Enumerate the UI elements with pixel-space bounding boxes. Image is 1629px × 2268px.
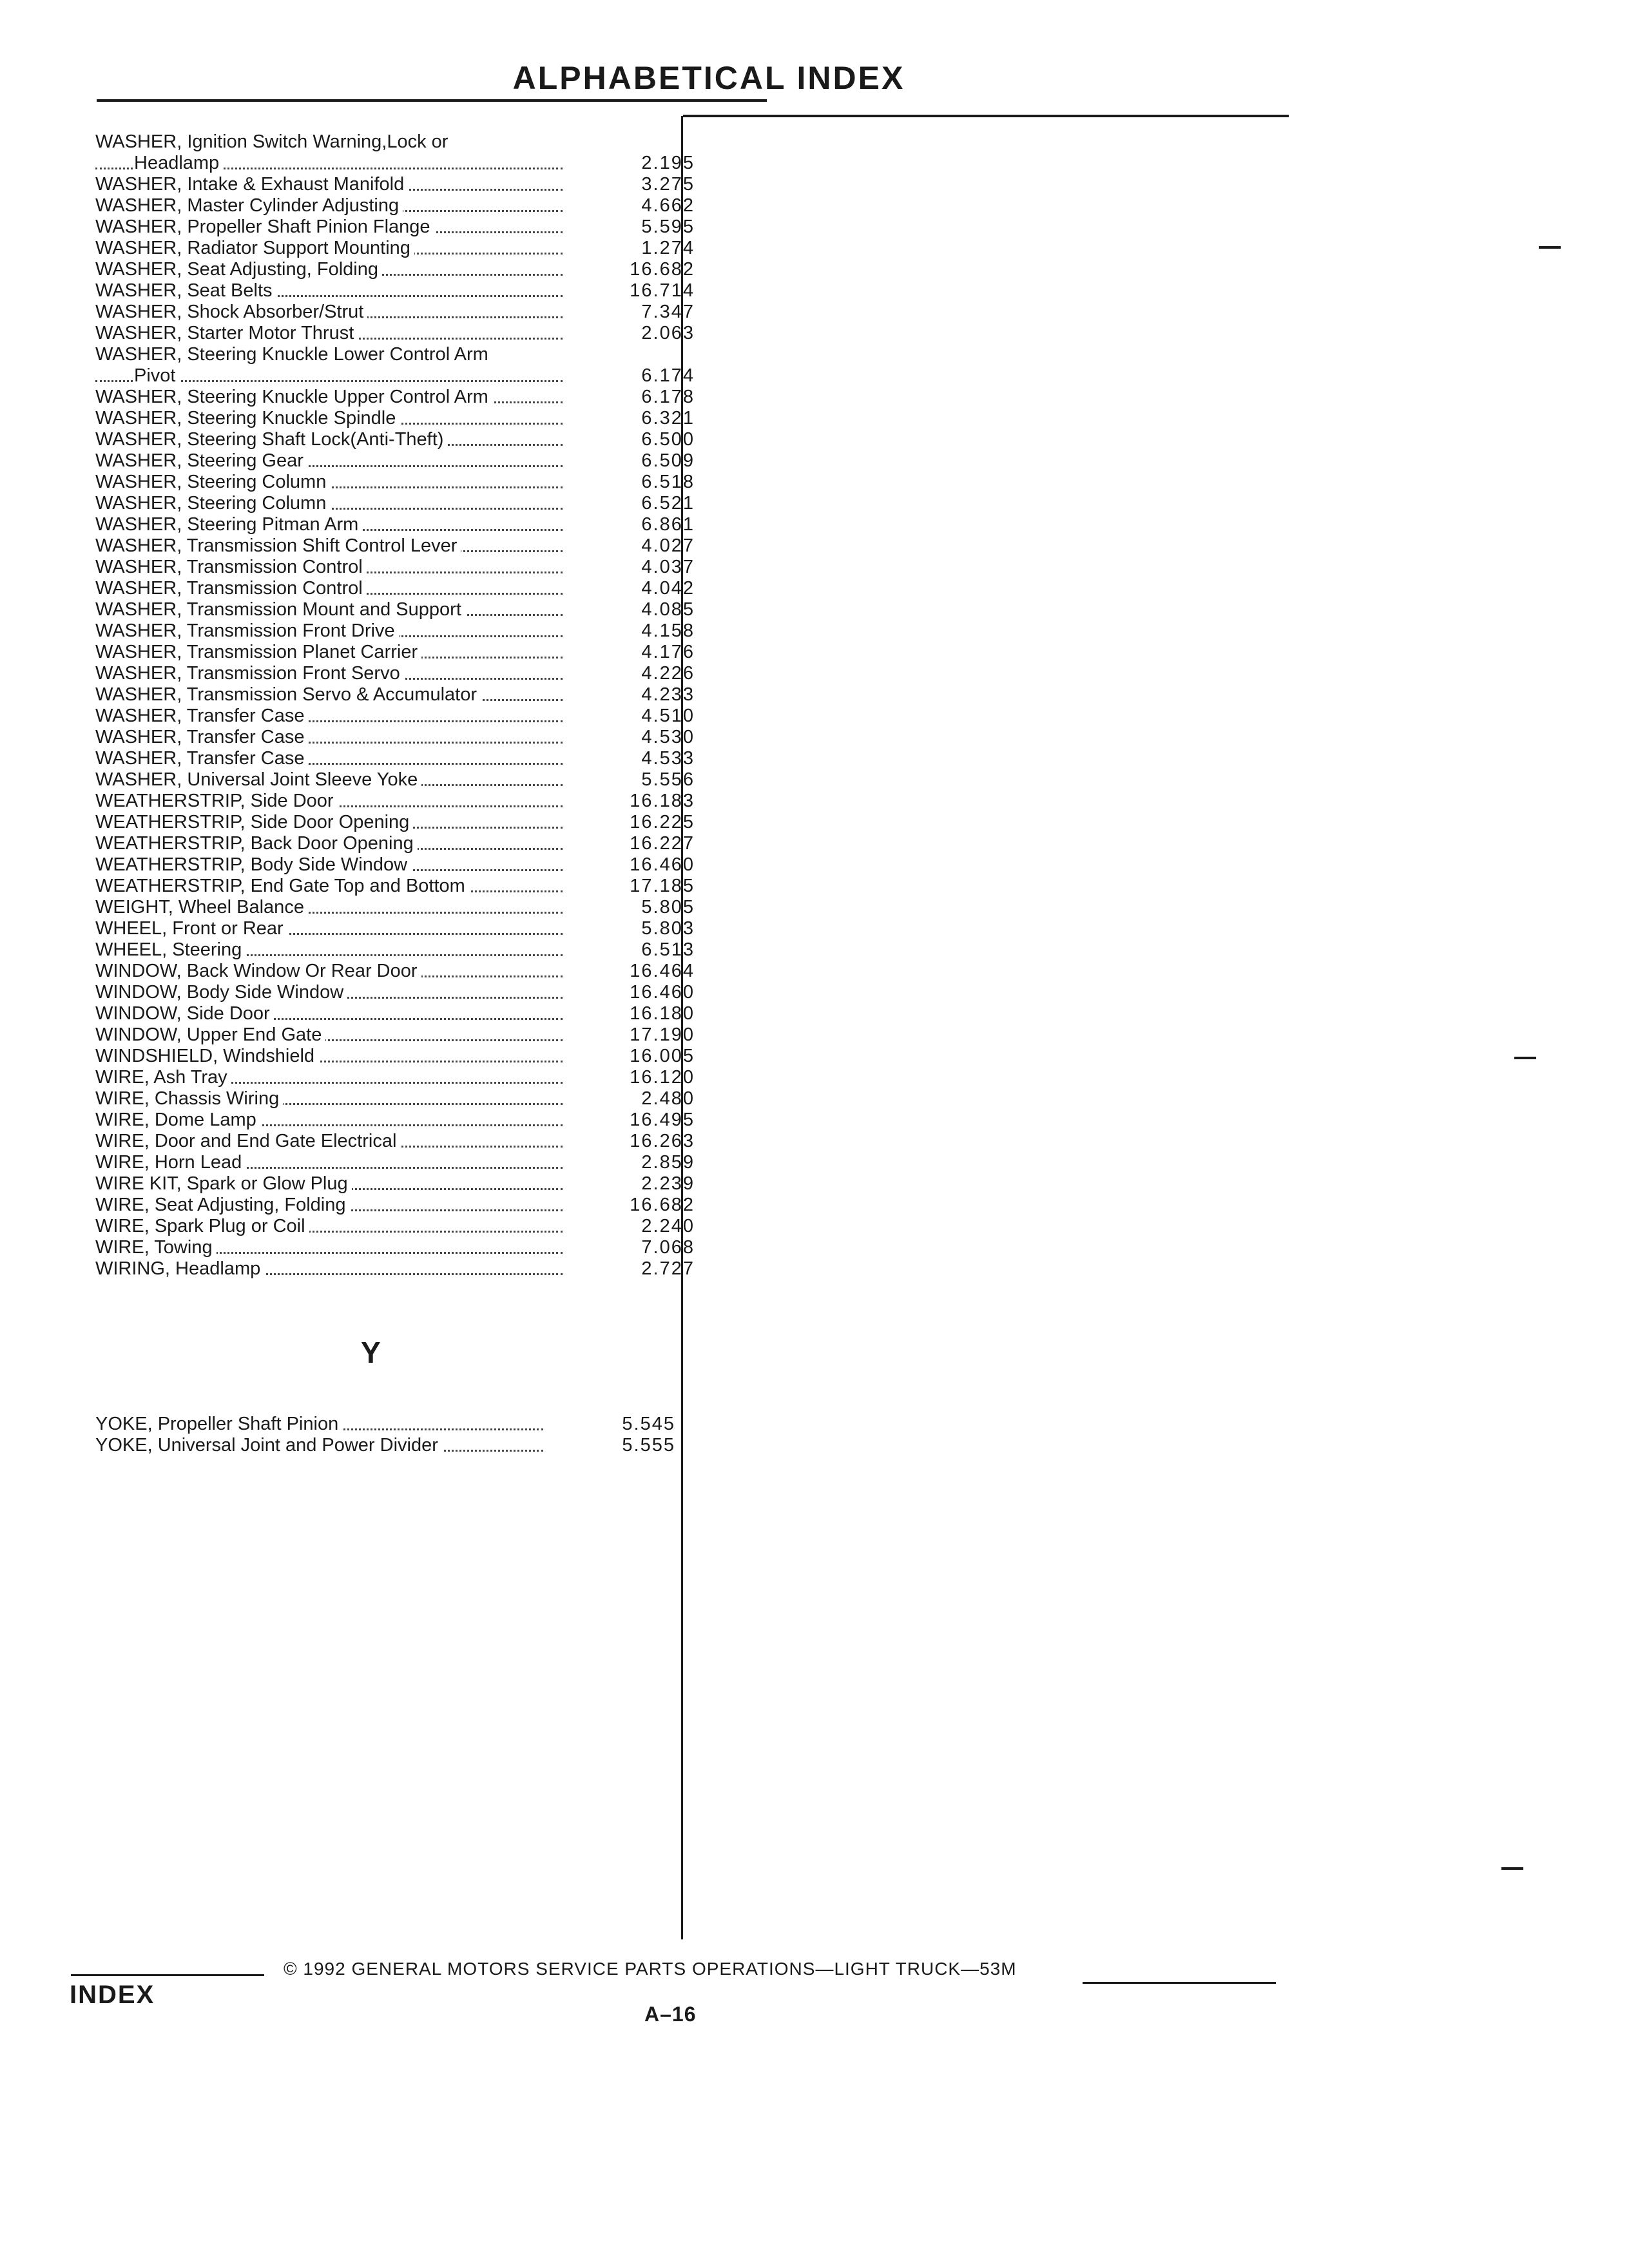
index-entry: [95, 982, 695, 1003]
entry-page-ref: 17.185: [630, 876, 695, 896]
entry-description: WASHER, Intake & Exhaust Manifold: [95, 174, 408, 195]
entry-description: WEATHERSTRIP, Side Door: [95, 791, 338, 812]
entry-page-ref: 6.500: [641, 429, 695, 450]
entry-description: WEATHERSTRIP, Back Door Opening: [95, 833, 418, 854]
index-entry: [95, 344, 695, 387]
entry-description: WASHER, Transmission Front Drive: [95, 620, 399, 642]
entry-page-ref: 16.495: [630, 1110, 695, 1130]
entry-page-ref: 2.239: [641, 1173, 695, 1194]
entry-description: WINDOW, Body Side Window: [95, 982, 347, 1003]
entry-description: WEATHERSTRIP, Body Side Window: [95, 854, 411, 876]
index-entry: [95, 280, 695, 302]
entry-page-ref: 2.859: [641, 1152, 695, 1173]
index-entry: [95, 216, 695, 238]
entry-description: WASHER, Transmission Control: [95, 578, 367, 599]
index-entry: [95, 918, 695, 939]
entry-page-ref: 6.321: [641, 408, 695, 428]
entry-page-ref: 4.530: [641, 727, 695, 747]
index-entry: [95, 1414, 675, 1435]
entry-description: WASHER, Radiator Support Mounting: [95, 238, 414, 259]
entry-page-ref: 6.521: [641, 493, 695, 514]
entry-description: WASHER, Steering Gear: [95, 450, 307, 472]
entry-description: WEATHERSTRIP, Side Door Opening: [95, 812, 413, 833]
index-entry: [95, 259, 695, 280]
index-entry: [95, 1046, 695, 1067]
header-rule-right: [683, 115, 1289, 117]
entry-page-ref: 7.068: [641, 1237, 695, 1258]
entry-page-ref: 16.263: [630, 1131, 695, 1151]
entry-page-ref: 16.120: [630, 1067, 695, 1088]
index-entry: [95, 238, 695, 259]
entry-page-ref: 4.226: [641, 663, 695, 684]
index-entry: [95, 1024, 695, 1046]
entry-description: WEIGHT, Wheel Balance: [95, 897, 308, 918]
entry-page-ref: 2.195: [641, 153, 695, 173]
index-entry: [95, 302, 695, 323]
entry-page-ref: 16.460: [630, 982, 695, 1003]
entry-page-ref: 2.727: [641, 1258, 695, 1279]
entry-description: WASHER, Transmission Servo & Accumulator: [95, 684, 481, 706]
entry-description: WIRE, Ash Tray: [95, 1067, 231, 1088]
index-entry: [95, 1237, 695, 1258]
index-entry: [95, 1258, 695, 1280]
footer-rule-right: [1083, 1982, 1276, 1984]
header-rule: [97, 99, 767, 102]
entry-description: WIRE, Towing: [95, 1237, 217, 1258]
entry-page-ref: 3.275: [641, 174, 695, 195]
index-entry: [95, 578, 695, 599]
margin-mark: [1514, 1057, 1536, 1059]
entry-page-ref: 4.662: [641, 195, 695, 216]
entry-description: WIRE, Chassis Wiring: [95, 1088, 283, 1110]
footer-page-number: A–16: [644, 2003, 697, 2026]
entry-description: WASHER, Steering Knuckle Spindle: [95, 408, 400, 429]
entry-page-ref: 16.714: [630, 280, 695, 301]
entry-page-ref: 16.464: [630, 961, 695, 981]
entry-page-ref: 16.005: [630, 1046, 695, 1066]
entry-page-ref: 5.805: [641, 897, 695, 918]
entry-description: WASHER, Transfer Case: [95, 748, 308, 769]
entry-description: WASHER, Seat Adjusting, Folding: [95, 259, 382, 280]
entry-description: WIRE, Door and End Gate Electrical: [95, 1131, 400, 1152]
entry-description: WIRE, Dome Lamp: [95, 1110, 260, 1131]
entry-description: WHEEL, Front or Rear: [95, 918, 287, 939]
entry-description: WASHER, Ignition Switch Warning,Lock or: [95, 131, 452, 153]
entry-page-ref: 16.183: [630, 791, 695, 811]
index-entry: [95, 854, 695, 876]
index-entry: [95, 408, 695, 429]
index-entry: [95, 1131, 695, 1152]
entry-page-ref: 5.545: [622, 1414, 675, 1434]
index-entry: [95, 174, 695, 195]
entry-page-ref: 5.555: [622, 1435, 675, 1456]
entry-description: WEATHERSTRIP, End Gate Top and Bottom: [95, 876, 469, 897]
margin-mark: [1501, 1867, 1523, 1870]
entry-description: WIRE, Spark Plug or Coil: [95, 1216, 309, 1237]
entry-page-ref: 4.510: [641, 706, 695, 726]
entry-description: YOKE, Universal Joint and Power Divider: [95, 1435, 442, 1456]
entry-description: WASHER, Transmission Front Servo: [95, 663, 404, 684]
index-entry: [95, 727, 695, 748]
entry-page-ref: 16.227: [630, 833, 695, 854]
entry-description: WASHER, Steering Column: [95, 493, 330, 514]
index-entry: [95, 1003, 695, 1024]
entry-page-ref: 6.518: [641, 472, 695, 492]
entry-page-ref: 4.233: [641, 684, 695, 705]
entry-description: WASHER, Master Cylinder Adjusting: [95, 195, 403, 216]
index-entry: [95, 897, 695, 918]
section-heading-y: Y: [361, 1336, 381, 1369]
index-entry: [95, 1435, 675, 1456]
entry-description: YOKE, Propeller Shaft Pinion: [95, 1414, 342, 1435]
entry-page-ref: 5.803: [641, 918, 695, 939]
entry-description: WASHER, Transmission Shift Control Lever: [95, 535, 461, 557]
entry-page-ref: 4.027: [641, 535, 695, 556]
entry-description: WASHER, Universal Joint Sleeve Yoke: [95, 769, 421, 791]
entry-page-ref: 16.682: [630, 1195, 695, 1215]
entry-page-ref: 17.190: [630, 1024, 695, 1045]
index-entry: [95, 1067, 695, 1088]
entry-description: WHEEL, Steering: [95, 939, 246, 961]
entry-description: WINDOW, Side Door: [95, 1003, 274, 1024]
margin-mark: [1539, 246, 1561, 249]
index-entry: [95, 748, 695, 769]
entry-page-ref: 6.861: [641, 514, 695, 535]
entry-page-ref: 4.176: [641, 642, 695, 662]
entry-page-ref: 6.178: [641, 387, 695, 407]
entry-description: WASHER, Transfer Case: [95, 727, 308, 748]
entry-page-ref: 16.225: [630, 812, 695, 832]
entry-page-ref: 6.174: [641, 365, 695, 386]
entry-page-ref: 4.037: [641, 557, 695, 577]
entry-page-ref: 6.513: [641, 939, 695, 960]
entry-description: WIRE, Horn Lead: [95, 1152, 246, 1173]
index-entry: [95, 472, 695, 493]
entry-page-ref: 2.063: [641, 323, 695, 343]
index-entry: [95, 450, 695, 472]
footer-section-label: INDEX: [70, 1981, 155, 2009]
index-entry: [95, 769, 695, 791]
index-entry: [95, 131, 695, 174]
entry-description: WASHER, Transmission Control: [95, 557, 367, 578]
index-entry: [95, 1216, 695, 1237]
entry-description: WASHER, Steering Column: [95, 472, 330, 493]
entry-description-continued: Headlamp: [134, 153, 223, 174]
entry-page-ref: 2.480: [641, 1088, 695, 1109]
entry-description: WASHER, Transmission Planet Carrier: [95, 642, 421, 663]
index-entry: [95, 323, 695, 344]
entry-description: WASHER, Transmission Mount and Support: [95, 599, 465, 620]
entry-description: WINDOW, Upper End Gate: [95, 1024, 325, 1046]
entry-page-ref: 16.460: [630, 854, 695, 875]
entry-description: WASHER, Steering Shaft Lock(Anti-Theft): [95, 429, 447, 450]
entry-description: WIRE KIT, Spark or Glow Plug: [95, 1173, 352, 1195]
index-entry: [95, 663, 695, 684]
index-entry: [95, 833, 695, 854]
index-entry: [95, 961, 695, 982]
footer-rule-left: [71, 1974, 264, 1976]
entry-description: WASHER, Steering Knuckle Lower Control Arm: [95, 344, 492, 365]
entry-page-ref: 4.042: [641, 578, 695, 599]
entry-page-ref: 7.347: [641, 302, 695, 322]
index-entry: [95, 535, 695, 557]
entry-description: WASHER, Steering Knuckle Upper Control Arm: [95, 387, 492, 408]
index-entry: [95, 599, 695, 620]
footer-copyright: © 1992 GENERAL MOTORS SERVICE PARTS OPERATIONS—LIGHT TRUCK—53M: [284, 1959, 1017, 1979]
index-entry: [95, 791, 695, 812]
index-entry: [95, 195, 695, 216]
entry-description-continued: Pivot: [134, 365, 179, 387]
entry-description: WINDSHIELD, Windshield: [95, 1046, 318, 1067]
index-entry: [95, 620, 695, 642]
index-entry: [95, 876, 695, 897]
index-entry: [95, 1173, 695, 1195]
index-entry: [95, 1110, 695, 1131]
index-list: [95, 131, 695, 1280]
index-entry: [95, 939, 695, 961]
entry-page-ref: 5.595: [641, 216, 695, 237]
entry-description: WIRE, Seat Adjusting, Folding: [95, 1195, 349, 1216]
index-entry: [95, 1195, 695, 1216]
entry-page-ref: 1.274: [641, 238, 695, 258]
entry-page-ref: 16.180: [630, 1003, 695, 1024]
index-entry: [95, 387, 695, 408]
page-title: ALPHABETICAL INDEX: [512, 60, 905, 96]
entry-page-ref: 4.085: [641, 599, 695, 620]
index-entry: [95, 493, 695, 514]
index-entry: [95, 557, 695, 578]
entry-page-ref: 6.509: [641, 450, 695, 471]
entry-description: WASHER, Steering Pitman Arm: [95, 514, 362, 535]
index-list-y: [95, 1414, 675, 1456]
index-entry: [95, 514, 695, 535]
entry-description: WASHER, Propeller Shaft Pinion Flange: [95, 216, 434, 238]
index-entry: [95, 812, 695, 833]
entry-page-ref: 4.158: [641, 620, 695, 641]
entry-description: WASHER, Seat Belts: [95, 280, 276, 302]
entry-page-ref: 16.682: [630, 259, 695, 280]
index-entry: [95, 642, 695, 663]
entry-page-ref: 2.240: [641, 1216, 695, 1236]
index-entry: [95, 1088, 695, 1110]
entry-page-ref: 4.533: [641, 748, 695, 769]
entry-description: WASHER, Transfer Case: [95, 706, 308, 727]
entry-description: WIRING, Headlamp: [95, 1258, 264, 1280]
entry-page-ref: 5.556: [641, 769, 695, 790]
index-entry: [95, 1152, 695, 1173]
index-entry: [95, 706, 695, 727]
index-entry: [95, 684, 695, 706]
entry-description: WASHER, Starter Motor Thrust: [95, 323, 358, 344]
entry-description: WINDOW, Back Window Or Rear Door: [95, 961, 421, 982]
entry-description: WASHER, Shock Absorber/Strut: [95, 302, 367, 323]
index-entry: [95, 429, 695, 450]
